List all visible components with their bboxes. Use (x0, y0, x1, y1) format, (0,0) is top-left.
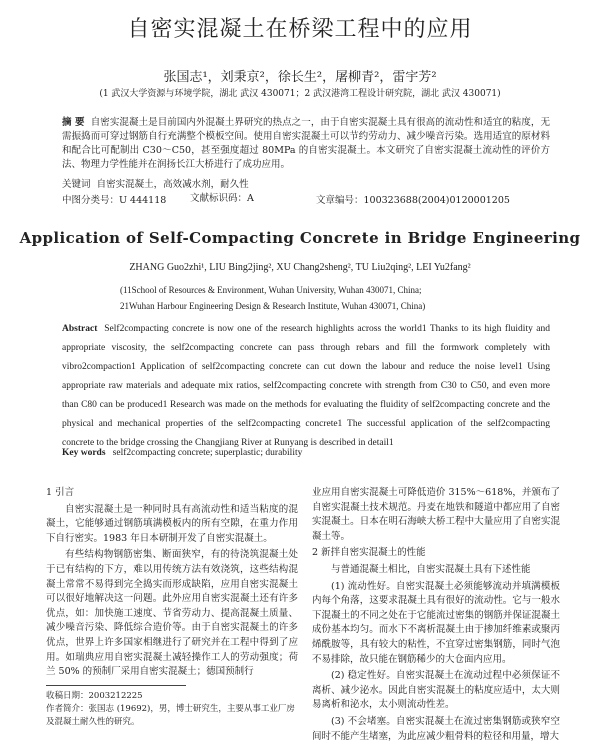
keywords-en-text: self2compacting concrete; superplastic; durability (112, 448, 303, 458)
keywords-cn (62, 178, 550, 192)
received-date: 收稿日期：2003212225 (46, 691, 143, 701)
author-bio: 作者简介：张国志 (19692)，男，博士研究生，主要从事工业厂房及混凝土耐久性的研究。 (46, 704, 295, 727)
english-affiliation-2: 21Wuhan Harbour Engineering Design & Research Institute, Wuhan 430071, China) (120, 301, 426, 311)
document-code: 文献标识码：A (190, 193, 254, 204)
footnote (46, 690, 296, 729)
english-affiliation-1: (11School of Resources & Environment, Wuhan University, Wuhan 430071, China; (120, 285, 422, 295)
list-item: (1) 流动性好。自密实混凝土必须能够流动并填满模板内每个角落，这要求混凝土具有很好的流动性。它与一般水下混凝土的不同之处在于它能流过密集的钢筋并保证混凝土成份基本均匀。而水下不离析混凝土由于掺加纤维素或聚丙烯酰胺等，具有较大的粘性，不宜穿过密集钢筋，同时气泡不易排除，故只能在钢筋稀少的大仓面内应用。 (312, 580, 560, 665)
list-item: (2) 稳定性好。自密实混凝土在流动过程中必须保证不离析、减少泌水。因此自密实混凝土的粘度应适中，太大则易离析和泌水，太小则流动性差。 (312, 670, 560, 711)
keywords-en (62, 448, 550, 458)
paragraph: 业应用自密实混凝土可降低造价 315%～618%，并颁布了自密实混凝土技术规范。丹麦在地铁和隧道中都应用了自密实混凝土。日本在明石海峡大桥工程中大量应用了自密实混凝土等。 (312, 487, 560, 542)
keywords-text: 自密实混凝土，高效减水剂，耐久性 (96, 179, 249, 190)
abstract-label: 摘 要 (62, 117, 85, 128)
author-list: 张国志¹，刘秉京²，徐长生²，屠柳青²，雷宇芳² (163, 70, 437, 85)
list-item: (3) 不会堵塞。自密实混凝土在流过密集钢筋或狭窄空间时不能产生堵塞，为此应减少粗骨料的粒径和用量，增大 (312, 715, 560, 742)
paragraph: 有些结构物钢筋密集、断面狭窄，有的待浇筑混凝土处于已有结构的下方，难以用传统方法有效浇筑，这些结构混凝土常常不易得到完全捣实而形成缺陷，应用自密实混凝土可以很好地解决这一问题。此外应用自密实混凝土还有许多优点，如：加快施工速度、节省劳动力、提高混凝土质量、减少噪音污染、降低综合造价等。由于自密实混凝土的许多优点，世界上许多国家相继进行了研究并在工程中得到了应用。如瑞典应用自密实混凝土减轻操作工人的劳动强度；荷兰 50% 的预制厂采用自密实混凝土；德国预制行 (46, 549, 298, 678)
paragraph: 与普通混凝土相比，自密实混凝土具有下述性能 (331, 563, 531, 575)
paper-title: 自密实混凝土在桥梁工程中的应用 (127, 17, 473, 42)
body-left-column (46, 486, 298, 682)
section-heading-intro: 1 引言 (46, 487, 75, 498)
abstract-en (62, 320, 550, 453)
clc-number: 中图分类号：U 444118 (62, 195, 167, 206)
footnote-divider (46, 685, 186, 686)
abstract-en-label: Abstract (62, 324, 98, 334)
article-number: 文章编号：100323688(2004)0120001205 (316, 195, 510, 206)
abstract-cn (62, 116, 550, 172)
keywords-en-label: Key words (62, 448, 106, 458)
abstract-text: 自密实混凝土是目前国内外混凝土界研究的热点之一，由于自密实混凝土具有很高的流动性和适宜的粘度，无需振捣而可穿过钢筋自行充满整个模板空间。使用自密实混凝土可以节约劳动力、减少噪音污染。选用适宜的原材料和配合比可配制出 C30～C50，甚至强度超过 80MPa 的自密实混凝土。本文研究了自密实混凝土流动性的评价方法、物理力学性能并在润扬长江大桥进行了成功应用。 (62, 117, 550, 170)
english-affiliations (120, 282, 520, 314)
affiliation: (1 武汉大学资源与环境学院，湖北 武汉 430071；2 武汉港湾工程设计研究院，湖北 武汉 430071) (99, 89, 501, 99)
english-authors: ZHANG Guo2zhi¹, LIU Bing2jing², XU Chang2sheng², TU Liu2qing², LEI Yu2fang² (129, 262, 471, 273)
abstract-en-text: Self2compacting concrete is now one of the research highlights across the world1 Thanks to its high fluidity and appropriate viscosity, the self2compacting concrete can pass through rebars and fill the formwork completely with vibro2compaction1 Application of self2compacting concrete can cut down the labour and reduce the noise level1 Using appropriate raw materials and adequate mix ratios, self2compacting concrete with strength from C30 to C50, and even more than C80 can be produced1 Research was made on the methods for evaluating the fluidity of self2compacting concrete and the physical and mechanical properties of the self2compacting concrete1 The successful application of the self2compacting concrete to the bridge crossing the Changjiang River at Runyang is described in detail1 (62, 324, 551, 448)
body-right-column (312, 486, 560, 746)
keywords-label: 关键词 (62, 179, 91, 190)
section-heading-properties: 2 新拌自密实混凝土的性能 (312, 547, 426, 559)
english-title: Application of Self-Compacting Concrete in Bridge Engineering (19, 229, 581, 247)
paragraph: 自密实混凝土是一种同时具有高流动性和适当粘度的混凝土，它能够通过钢筋填满模板内的所有空隙，在重力作用下自行密实。1983 年日本研制开发了自密实混凝土。 (46, 503, 298, 544)
